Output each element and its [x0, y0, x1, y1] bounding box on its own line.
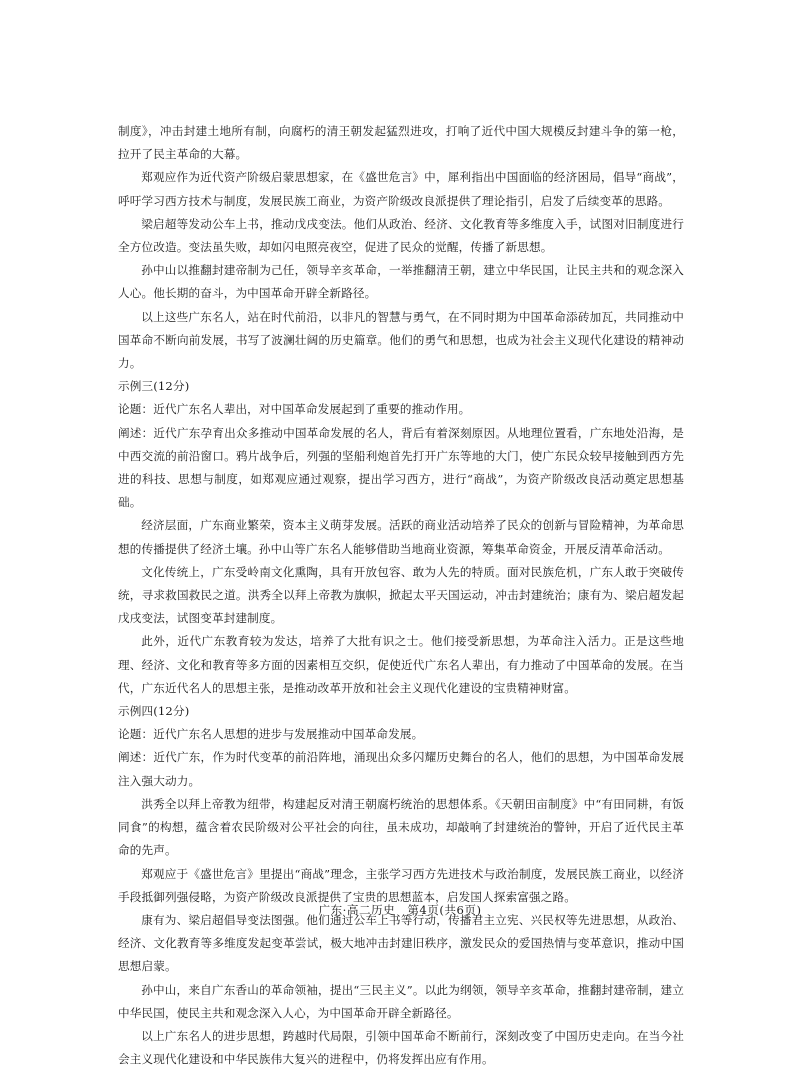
paragraph: 文化传统上，广东受岭南文化熏陶，具有开放包容、敢为人先的特质。面对民族危机，广东人敢于突破传统，寻求救国救民之道。洪秀全以拜上帝教为旗帜，掀起太平天国运动，冲击封建统治；康有为、梁启超发起戊戌变法，试图变革封建制度。 — [118, 564, 684, 626]
thesis-line: 论题：近代广东名人思想的进步与发展推动中国革命发展。 — [118, 727, 424, 742]
page-footer: 广东·高二历史 第4页(共6页) — [318, 903, 482, 917]
thesis-line: 论题：近代广东名人辈出，对中国革命发展起到了重要的推动作用。 — [118, 402, 471, 417]
paragraph: 孙中山，来自广东香山的革命领袖，提出“三民主义”。以此为纲领，领导辛亥革命，推翻封建帝制，建立中华民国，使民主共和观念深入人心，为中国革命开辟全新路径。 — [118, 982, 684, 1020]
paragraph: 孙中山以推翻封建帝制为己任，领导辛亥革命，一举推翻清王朝，建立中华民国，让民主共和的观念深入人心。他长期的奋斗，为中国革命开辟全新路径。 — [118, 263, 684, 301]
paragraph: 此外，近代广东教育较为发达，培养了大批有识之士。他们接受新思想，为革命注入活力。正是这些地理、经济、文化和教育等多方面的因素相互交织，促使近代广东名人辈出，有力推动了中国革命的发展。在当代，广东近代名人的思想主张，是推动改革开放和社会主义现代化建设的宝贵精神财富。 — [118, 634, 684, 695]
example-heading: 示例三(12分) — [118, 379, 190, 394]
paragraph: 以上广东名人的进步思想，跨越时代局限，引领中国革命不断前行，深刻改变了中国历史走向。在当今社会主义现代化建设和中华民族伟大复兴的进程中，仍将发挥出应有作用。 — [118, 1028, 684, 1067]
example-heading: 示例四(12分) — [118, 704, 190, 719]
answer-text-body — [118, 120, 684, 1071]
paragraph: 洪秀全以拜上帝教为纽带，构建起反对清王朝腐朽统治的思想体系。《天朝田亩制度》中“有田同耕，有饭同食”的构想，蕴含着农民阶级对公平社会的向往，虽未成功，却敲响了封建统治的警钟，开启了近代民主革命的先声。 — [118, 796, 684, 858]
paragraph: 康有为、梁启超倡导变法图强。他们通过公车上书等行动，传播君主立宪、兴民权等先进思想，从政治、经济、文化教育等多维度发起变革尝试，极大地冲击封建旧秩序，激发民众的爱国热情与变革意识，推动中国思想启蒙。 — [118, 912, 684, 974]
paragraph: 以上这些广东名人，站在时代前沿，以非凡的智慧与勇气，在不同时期为中国革命添砖加瓦，共同推动中国革命不断向前发展，书写了波澜壮阔的历史篇章。他们的勇气和思想，也成为社会主义现代化建设的精神动力。 — [118, 309, 684, 371]
elaboration-paragraph: 阐述：近代广东，作为时代变革的前沿阵地，涌现出众多闪耀历史舞台的名人，他们的思想，为中国革命发展注入强大动力。 — [118, 750, 684, 788]
paragraph: 梁启超等发动公车上书，推动戊戌变法。他们从政治、经济、文化教育等多维度入手，试图对旧制度进行全方位改造。变法虽失败，却如闪电照亮夜空，促进了民众的觉醒，传播了新思想。 — [118, 216, 684, 255]
paragraph: 郑观应作为近代资产阶级启蒙思想家，在《盛世危言》中，犀利指出中国面临的经济困局，倡导“商战”，呼吁学习西方技术与制度，发展民族工商业，为资产阶级改良派提供了理论指引，启发了后续变革的思路。 — [118, 170, 684, 208]
paragraph: 经济层面，广东商业繁荣，资本主义萌芽发展。活跃的商业活动培养了民众的创新与冒险精神，为革命思想的传播提供了经济土壤。孙中山等广东名人能够借助当地商业资源，筹集革命资金，开展反清革命活动。 — [118, 518, 684, 556]
paragraph: 郑观应于《盛世危言》里提出“商战”理念，主张学习西方先进技术与政治制度，发展民族工商业，以经济手段抵御列强侵略，为资产阶级改良派提供了宝贵的思想蓝本，启发国人探索富强之路。 — [118, 866, 684, 904]
elaboration-paragraph: 阐述：近代广东孕育出众多推动中国革命发展的名人，背后有着深刻原因。从地理位置看，广东地处沿海，是中西交流的前沿窗口。鸦片战争后，列强的坚船利炮首先打开广东等地的大门，使广东民众较早接触到西方先进的科技、思想与制度，如郑观应通过观察，提出学习西方，进行“商战”，为资产阶级改良活动奠定思想基础。 — [118, 425, 684, 510]
paragraph: 制度》，冲击封建土地所有制，向腐朽的清王朝发起猛烈进攻，打响了近代中国大规模反封建斗争的第一枪，拉开了民主革命的大幕。 — [118, 124, 684, 162]
